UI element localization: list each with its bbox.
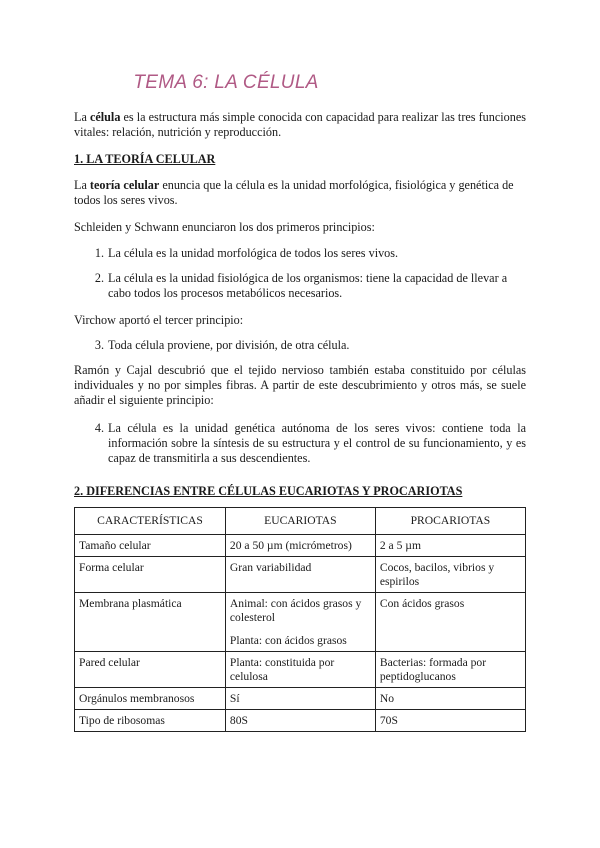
header-characteristics: CARACTERÍSTICAS: [75, 508, 226, 535]
cell-line-plant: Planta: con ácidos grasos: [229, 634, 347, 647]
list-number: 1.: [94, 246, 104, 260]
table-cell: Tipo de ribosomas: [75, 710, 226, 732]
list-number: 2.: [94, 271, 104, 285]
theory-post: enuncia que la célula es la unidad morfológica, fisiológica y genética de todos los seres vivos.: [74, 178, 514, 207]
intro-bold: célula: [89, 110, 121, 124]
section2-heading: 2. DIFERENCIAS ENTRE CÉLULAS EUCARIOTAS Y PROCARIOTAS: [74, 484, 463, 498]
list-text: La célula es la unidad fisiológica de los organismos: tiene la capacidad de llevar a cabo todos los procesos metabólicos necesarios.: [108, 271, 508, 300]
table-cell: Bacterias: formada por peptidoglucanos: [375, 652, 525, 688]
table-cell: 2 a 5 µm: [375, 535, 525, 557]
intro-pre: La: [74, 110, 90, 124]
list-number: 3.: [94, 338, 104, 352]
table-cell: Pared celular: [75, 652, 226, 688]
table-cell: Con ácidos grasos: [375, 593, 525, 652]
table-cell: [225, 593, 375, 652]
table-cell: No: [375, 688, 525, 710]
page-title: TEMA 6: LA CÉLULA: [133, 72, 319, 93]
schleiden-paragraph: Schleiden y Schwann enunciaron los dos primeros principios:: [74, 220, 375, 234]
cajal-paragraph: Ramón y Cajal descubrió que el tejido nervioso también estaba constituido por células individuales y no por simples fibras. A partir de este descubrimiento y otros más, se suele añadir el siguiente principio:: [74, 363, 526, 407]
virchow-paragraph: Virchow aportó el tercer principio:: [74, 313, 244, 327]
theory-bold: teoría celular: [89, 178, 160, 192]
differences-table: [74, 507, 526, 732]
intro-paragraph: [74, 110, 526, 140]
theory-paragraph: [74, 178, 526, 208]
list-text: Toda célula proviene, por división, de otra célula.: [108, 338, 350, 352]
table-row: [75, 652, 526, 688]
table-cell: Orgánulos membranosos: [75, 688, 226, 710]
table-row: [75, 557, 526, 593]
table-cell: Membrana plasmática: [75, 593, 226, 652]
table-row: [75, 710, 526, 732]
section1-heading: 1. LA TEORÍA CELULAR: [74, 152, 216, 166]
table-row: [75, 593, 526, 652]
cell-line-animal: Animal: con ácidos grasos y colesterol: [229, 597, 362, 624]
table-cell: 70S: [375, 710, 525, 732]
table-header-row: [75, 508, 526, 535]
table-cell: Gran variabilidad: [225, 557, 375, 593]
table-cell: Tamaño celular: [75, 535, 226, 557]
list-number: 4.: [94, 421, 104, 435]
table-cell: 20 a 50 µm (micrómetros): [225, 535, 375, 557]
table-cell: 80S: [225, 710, 375, 732]
table-cell: Cocos, bacilos, vibrios y espirilos: [375, 557, 525, 593]
table-row: [75, 688, 526, 710]
table-cell: Forma celular: [75, 557, 226, 593]
table-cell: Sí: [225, 688, 375, 710]
list-text: La célula es la unidad morfológica de todos los seres vivos.: [108, 246, 399, 260]
intro-post: es la estructura más simple conocida con capacidad para realizar las tres funciones vitales: relación, nutrición y reproducción.: [74, 110, 526, 139]
list-text: La célula es la unidad genética autónoma de los seres vivos: contiene toda la información sobre la síntesis de su estructura y el control de su funcionamiento, y es capaz de transmitirla a sus descendientes.: [108, 421, 526, 465]
header-eukaryotes: EUCARIOTAS: [225, 508, 375, 535]
theory-pre: La: [74, 178, 90, 192]
table-cell: Planta: constituida por celulosa: [225, 652, 375, 688]
header-prokaryotes: PROCARIOTAS: [375, 508, 525, 535]
table-row: [75, 535, 526, 557]
